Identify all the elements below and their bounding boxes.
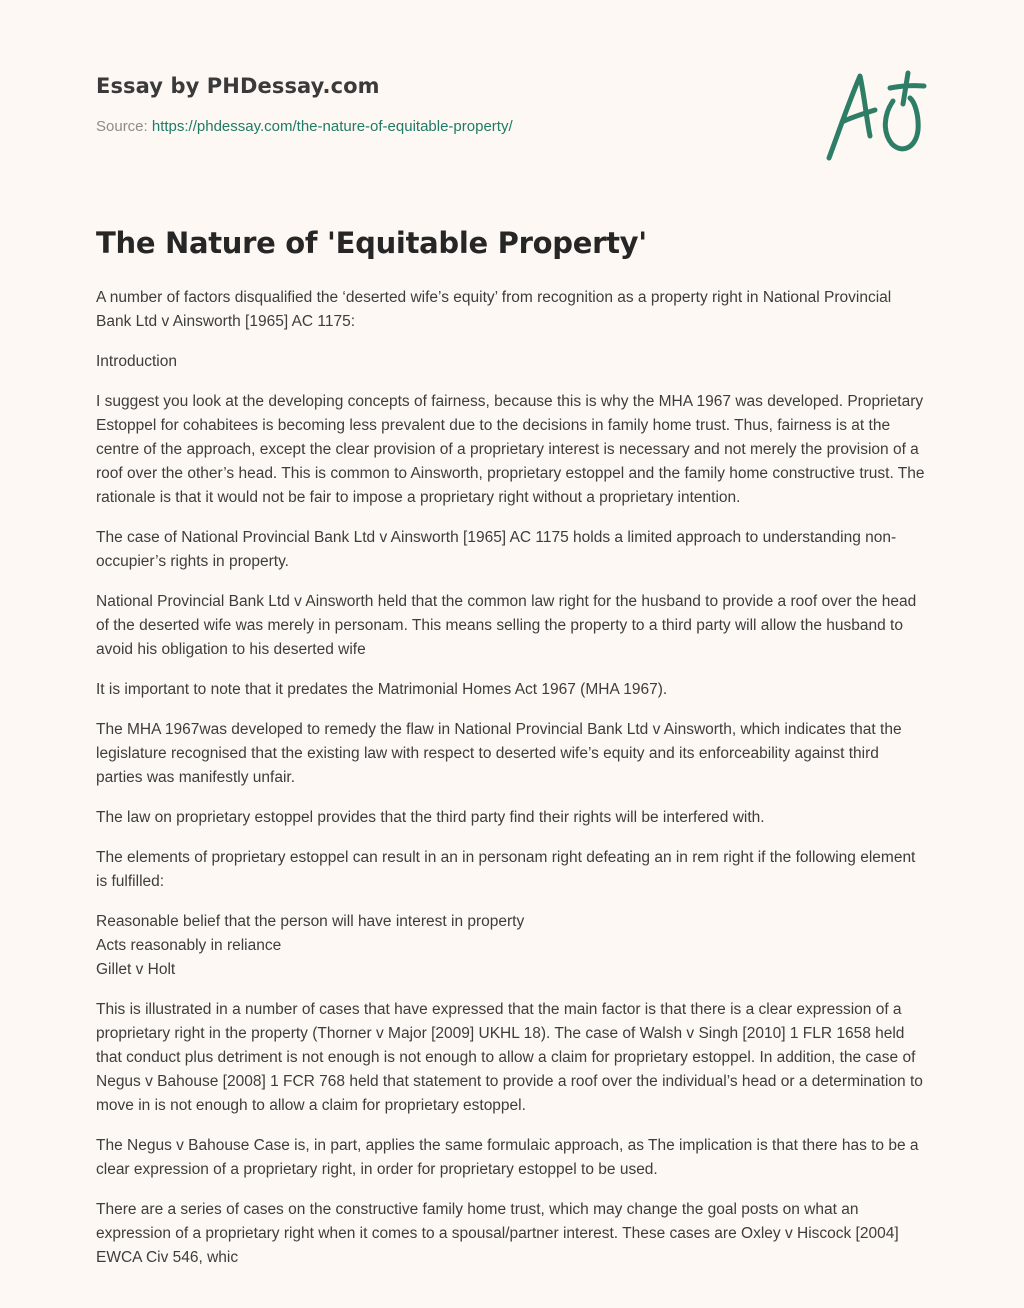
paragraph-introduction-heading: Introduction <box>96 353 177 370</box>
source-line <box>96 118 696 135</box>
paragraph-mha-predates: It is important to note that it predates the Matrimonial Homes Act 1967 (MHA 1967). <box>96 681 668 698</box>
element-list <box>96 910 928 982</box>
source-label: Source: <box>96 118 148 135</box>
paragraph-cases-illustrated: This is illustrated in a number of cases that have expressed that the main factor is that there is a clear expression of a proprietary right in the property (Thorner v Major [2009] UKHL 18). The case of Walsh v Singh [2010] 1 FLR 1658 held that conduct plus detriment is not enough is not enough to allow a claim for proprietary estoppel. In addition, the case of Negus v Bahouse [2008] 1 FCR 768 held that statement to provide a roof over the individual’s head or a determination to move in is not enough to allow a claim for proprietary estoppel. <box>96 1001 923 1114</box>
page-header <box>96 74 696 135</box>
paragraph-estoppel-elements: The elements of proprietary estoppel can result in an in personam right defeating an in rem right if the following element is fulfilled: <box>96 849 916 890</box>
article <box>96 226 928 1286</box>
paragraph-intro-factors: A number of factors disqualified the ‘deserted wife’s equity’ from recognition as a property right in National Provincial Bank Ltd v Ainsworth [1965] AC 1175: <box>96 289 892 330</box>
paragraph-mha-remedy: The MHA 1967was developed to remedy the flaw in National Provincial Bank Ltd v Ainsworth, which indicates that the legislature recognised that the existing law with respect to deserted wife’s equity and its enforceability against third parties was manifestly unfair. <box>96 721 902 786</box>
paragraph-constructive-trust: There are a series of cases on the constructive family home trust, which may change the goal posts on what an expression of a proprietary right when it comes to a spousal/partner interest. These cases are Oxley v Hiscock [2004] EWCA Civ 546, whic <box>96 1201 899 1266</box>
a-plus-logo <box>820 64 932 168</box>
paragraph-ainsworth-limited: The case of National Provincial Bank Ltd v Ainsworth [1965] AC 1175 holds a limited approach to understanding non-occupier’s rights in property. <box>96 529 897 570</box>
site-title: Essay by PHDessay.com <box>96 74 380 98</box>
paragraph-negus-bahouse: The Negus v Bahouse Case is, in part, applies the same formulaic approach, as The implication is that there has to be a clear expression of a proprietary right, in order for proprietary estoppel to be used. <box>96 1137 919 1178</box>
paragraph-fairness: I suggest you look at the developing concepts of fairness, because this is why the MHA 1967 was developed. Proprietary Estoppel for cohabitees is becoming less prevalent due to the decisions in family home trust. Thus, fairness is at the centre of the approach, except the clear provision of a proprietary interest is necessary and not merely the provision of a roof over the other’s head. This is common to Ainsworth, proprietary estoppel and the family home constructive trust. The rationale is that it would not be fair to impose a proprietary right without a proprietary intention. <box>96 393 925 506</box>
list-item: Gillet v Holt <box>96 961 176 978</box>
list-item: Acts reasonably in reliance <box>96 937 282 954</box>
source-link[interactable]: https://phdessay.com/the-nature-of-equitable-property/ <box>151 118 513 135</box>
list-item: Reasonable belief that the person will have interest in property <box>96 913 525 930</box>
paragraph-ainsworth-held: National Provincial Bank Ltd v Ainsworth held that the common law right for the husband to provide a roof over the head of the deserted wife was merely in personam. This means selling the property to a third party will allow the husband to avoid his obligation to his deserted wife <box>96 593 917 658</box>
paragraph-estoppel-law: The law on proprietary estoppel provides that the third party find their rights will be interfered with. <box>96 809 765 826</box>
page-title: The Nature of 'Equitable Property' <box>96 226 647 260</box>
